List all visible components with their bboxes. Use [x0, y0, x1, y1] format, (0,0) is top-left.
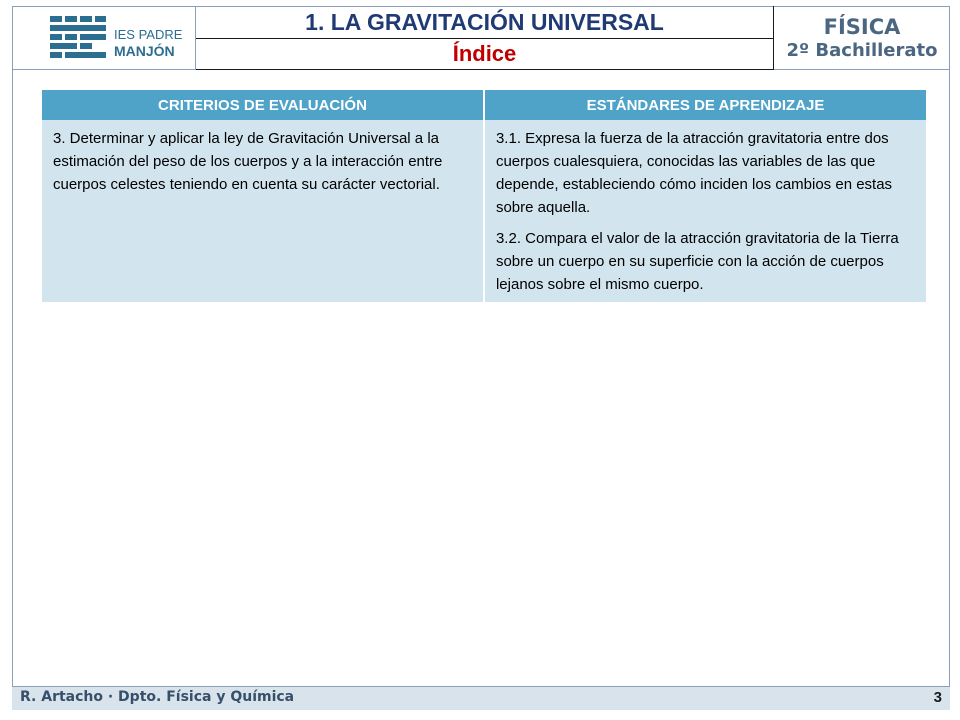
column-header-criteria: CRITERIOS DE EVALUACIÓN: [42, 90, 484, 120]
course-level: 2º Bachillerato: [786, 40, 938, 61]
subtitle-box: [196, 39, 774, 70]
criterion-text: 3. Determinar y aplicar la ley de Gravitación Universal a la estimación del peso de los cuerpos y a la interacción entre cuerpos celestes teniendo en cuenta su carácter vectorial.: [53, 130, 443, 193]
standard-3-1: 3.1. Expresa la fuerza de la atracción gravitatoria entre dos cuerpos cualesquiera, conocidas las variables de las que depende, estableciendo cómo inciden los cambios en estas sobre aquella.: [495, 130, 893, 216]
page-title: 1. LA GRAVITACIÓN UNIVERSAL: [305, 9, 664, 35]
column-header-standards: ESTÁNDARES DE APRENDIZAJE: [484, 90, 926, 120]
school-logo: [12, 6, 196, 70]
page-number: 3: [933, 689, 942, 706]
slide-footer: [12, 686, 950, 710]
criteria-table: [42, 90, 926, 302]
logo-line-2: MANJÓN: [114, 43, 175, 59]
title-box: [196, 6, 774, 39]
standards-cell: [484, 120, 926, 302]
logo-grid-icon: [50, 16, 106, 60]
standard-3-2: 3.2. Compara el valor de la atracción gravitatoria de la Tierra sobre un cuerpo en su superficie con la acción de cuerpos lejanos sobre el mismo cuerpo.: [495, 230, 899, 293]
table-header-row: [42, 90, 926, 120]
logo-text: [114, 27, 182, 59]
page-subtitle: Índice: [452, 41, 517, 66]
logo-line-1: IES PADRE: [114, 27, 183, 42]
course-subject: FÍSICA: [823, 15, 901, 39]
slide-header: [12, 6, 950, 70]
course-badge: [774, 6, 950, 70]
table-row: [42, 120, 926, 302]
footer-author: R. Artacho · Dpto. Física y Química: [20, 689, 295, 705]
criterion-cell: [42, 120, 484, 302]
